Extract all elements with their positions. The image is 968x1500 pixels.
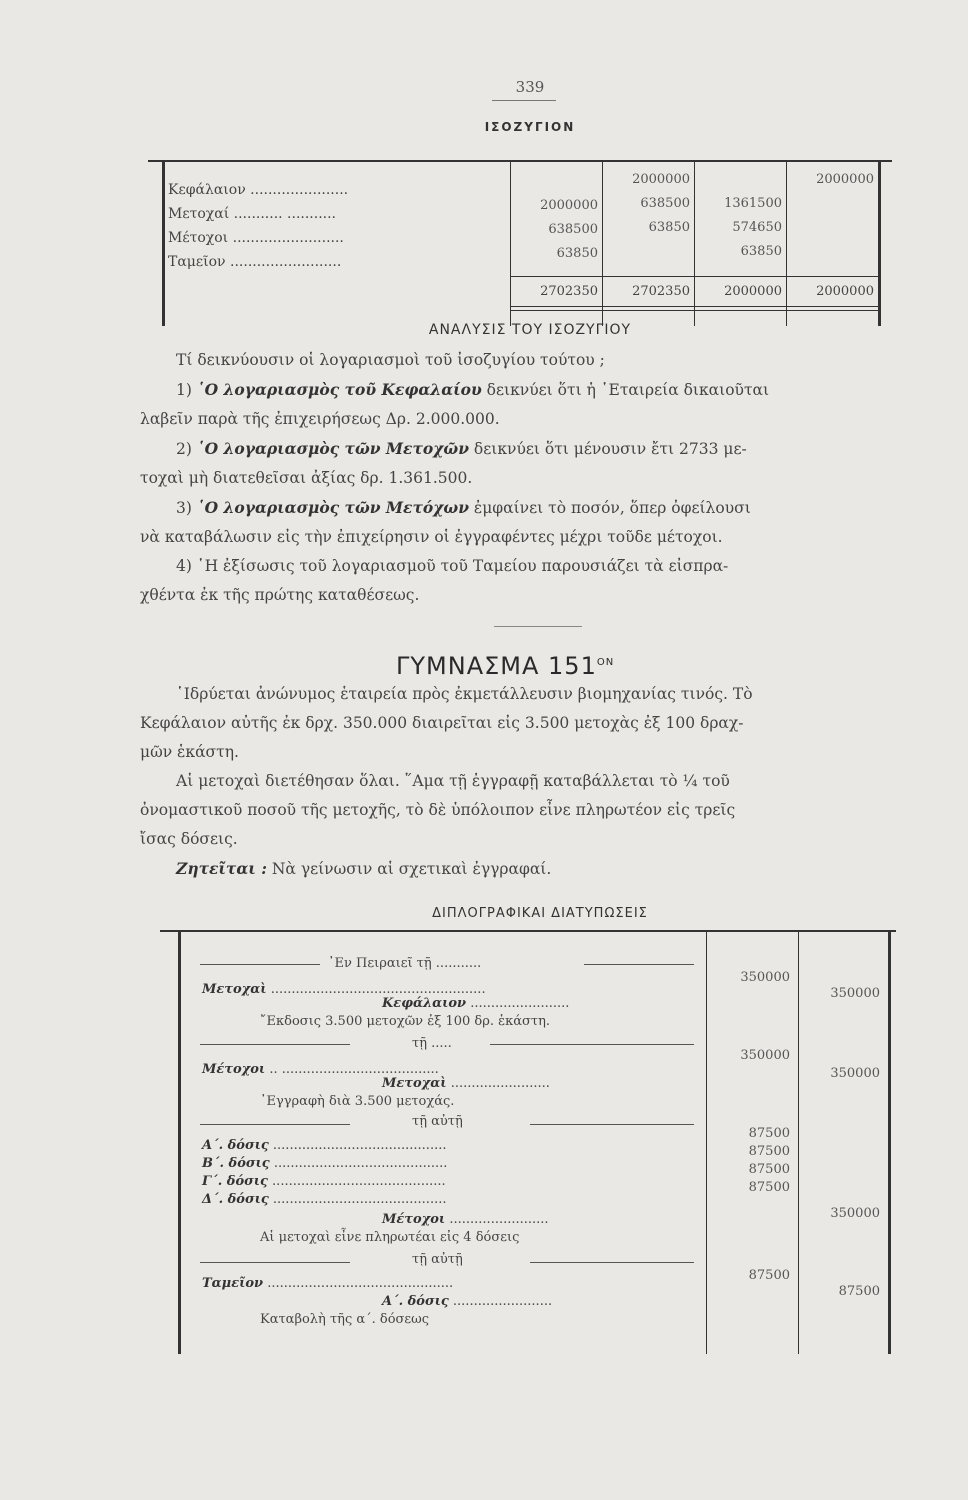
total-value: 2000000 — [724, 284, 782, 299]
debit-value: 63850 — [556, 246, 598, 261]
total-rule — [510, 276, 878, 277]
column-rule — [602, 162, 603, 326]
journal-place: ᾿Εν Πειραιεῖ τῇ ........... — [328, 956, 482, 971]
exercise-required: Ζητεῖται : Νὰ γείνωσιν αἱ σχετικαὶ ἐγγραφαί. — [176, 859, 552, 878]
analysis-item-cont: χθέντα ἐκ τῆς πρώτης καταθέσεως. — [140, 586, 420, 604]
journal-credit-account: Κεφάλαιον ........................ — [382, 996, 570, 1011]
credit-balance-value: 2000000 — [816, 172, 874, 187]
credit-value: 63850 — [648, 220, 690, 235]
journal-right-rule — [888, 932, 891, 1354]
journal-amount: 87500 — [748, 1180, 790, 1195]
analysis-item: 4) ῾Η ἐξίσωσις τοῦ λογαριασμοῦ τοῦ Ταμείου παρουσιάζει τὰ εἰσπρα- — [176, 557, 729, 575]
total-rule — [510, 310, 878, 311]
analysis-item: 3) ῾Ο λογαριασμὸς τῶν Μετόχων ἐμφαίνει τὸ ποσόν, ὅπερ ὀφείλουσι — [176, 498, 751, 517]
balance-row-label: Μέτοχοι ......................... — [168, 230, 344, 246]
analysis-item-cont: νὰ καταβάλωσιν εἰς τὴν ἐπιχείρησιν οἱ ἐγγραφέντες μέχρι τοῦδε μέτοχοι. — [140, 528, 723, 546]
journal-amount: 87500 — [748, 1268, 790, 1283]
balance-row-label: Μετοχαί ........... ........... — [168, 206, 337, 222]
date-rule — [200, 1124, 350, 1125]
journal-date: τῇ αὐτῇ — [412, 1252, 463, 1267]
journal-description: Καταβολὴ τῆς α΄. δόσεως — [260, 1312, 430, 1327]
column-rule — [786, 162, 787, 326]
journal-amount: 87500 — [748, 1162, 790, 1177]
journal-debit-account: Δ΄. δόσις .......................................... — [202, 1192, 447, 1207]
journal-description: ᾿Εγγραφὴ διὰ 3.500 μετοχάς. — [260, 1094, 455, 1109]
balance-table — [148, 148, 892, 326]
journal-debit-account: Μετοχαὶ .................................................... — [202, 982, 486, 997]
journal-total: 87500 — [838, 1284, 880, 1299]
journal-description: ῎Εκδοσις 3.500 μετοχῶν ἐξ 100 δρ. ἑκάστη. — [260, 1014, 551, 1029]
debit-value: 638500 — [548, 222, 598, 237]
journal-description: Αἱ μετοχαὶ εἶνε πληρωτέαι εἰς 4 δόσεις — [260, 1230, 520, 1245]
debit-balance-value: 63850 — [740, 244, 782, 259]
analysis-question: Τί δεικνύουσιν οἱ λογαριασμοὶ τοῦ ἰσοζυγίου τούτου ; — [176, 351, 605, 369]
journal-total: 350000 — [830, 986, 880, 1001]
date-rule — [200, 1262, 350, 1263]
exercise-line: ἴσας δόσεις. — [140, 830, 238, 848]
analysis-item-cont: λαβεῖν παρὰ τῆς ἐπιχειρήσεως Δρ. 2.000.000. — [140, 410, 500, 428]
debit-balance-value: 574650 — [732, 220, 782, 235]
journal-credit-account: Μέτοχοι ........................ — [382, 1212, 549, 1227]
balance-row-label: Κεφάλαιον ...................... — [168, 182, 349, 198]
journal-amount: 87500 — [748, 1144, 790, 1159]
amount-column-rule — [798, 932, 799, 1354]
page-number-rule — [492, 100, 556, 101]
exercise-line: ῾Ιδρύεται ἀνώνυμος ἑταιρεία πρὸς ἐκμετάλλευσιν βιομηχανίας τινός. Τὸ — [176, 685, 753, 703]
journal-credit-account: Α΄. δόσις ........................ — [382, 1294, 553, 1309]
journal-title: ΔΙΠΛΟΓΡΑΦΙΚΑΙ ΔΙΑΤΥΠΩΣΕΙΣ — [432, 906, 648, 921]
journal-total: 350000 — [830, 1066, 880, 1081]
section-title: ΙΣΟΖΥΓΙΟΝ — [484, 120, 576, 134]
exercise-line: Κεφάλαιον αὐτῆς ἐκ δρχ. 350.000 διαιρεῖται εἰς 3.500 μετοχὰς ἐξ 100 δραχ- — [140, 714, 744, 732]
journal-amount: 350000 — [740, 1048, 790, 1063]
credit-value: 2000000 — [632, 172, 690, 187]
journal-debit-account: Μέτοχοι .. ...................................... — [202, 1062, 439, 1077]
page-number: 339 — [515, 78, 545, 96]
table-left-rule — [162, 162, 165, 326]
total-value: 2702350 — [632, 284, 690, 299]
journal-top-rule — [160, 930, 896, 932]
analysis-item-cont: τοχαὶ μὴ διατεθεῖσαι ἀξίας δρ. 1.361.500. — [140, 469, 473, 487]
journal-total: 350000 — [830, 1206, 880, 1221]
separator-rule — [494, 626, 582, 627]
total-value: 2000000 — [816, 284, 874, 299]
date-rule — [490, 1044, 694, 1045]
journal-amount: 87500 — [748, 1126, 790, 1141]
debit-value: 2000000 — [540, 198, 598, 213]
date-rule — [200, 1044, 350, 1045]
column-rule — [510, 162, 511, 326]
journal-debit-account: Ταμεῖον ............................................. — [202, 1276, 454, 1291]
analysis-item: 2) ῾Ο λογαριασμὸς τῶν Μετοχῶν δεικνύει ὅτι μένουσιν ἔτι 2733 με- — [176, 439, 747, 458]
table-top-rule — [148, 160, 892, 162]
date-rule — [530, 1124, 694, 1125]
journal-table — [160, 930, 896, 1354]
journal-credit-account: Μετοχαὶ ........................ — [382, 1076, 550, 1091]
journal-date: τῇ αὐτῇ — [412, 1114, 463, 1129]
amount-column-rule — [706, 932, 707, 1354]
date-rule — [584, 964, 694, 965]
journal-debit-account: Α΄. δόσις .......................................... — [202, 1138, 447, 1153]
debit-balance-value: 1361500 — [724, 196, 782, 211]
exercise-paragraph — [140, 680, 910, 884]
total-rule — [510, 306, 878, 307]
analysis-item: 1) ῾Ο λογαριασμὸς τοῦ Κεφαλαίου δεικνύει ὅτι ἡ ῾Εταιρεία δικαιοῦται — [176, 380, 770, 399]
journal-debit-account: Β΄. δόσις .......................................... — [202, 1156, 448, 1171]
journal-left-rule — [178, 932, 181, 1354]
exercise-title: ΓΥΜΝΑΣΜΑ $151^{ON}$ — [396, 652, 615, 680]
date-rule — [200, 964, 320, 965]
journal-amount: 350000 — [740, 970, 790, 985]
journal-debit-account: Γ΄. δόσις .......................................... — [202, 1174, 446, 1189]
analysis-paragraph — [140, 346, 910, 610]
analysis-title: ΑΝΑΛΥΣΙΣ ΤΟΥ ΙΣΟΖΥΓΙΟΥ — [428, 322, 632, 338]
column-rule — [694, 162, 695, 326]
journal-date: τῇ ..... — [412, 1036, 452, 1051]
table-right-rule — [878, 162, 881, 326]
credit-value: 638500 — [640, 196, 690, 211]
exercise-line: ὀνομαστικοῦ ποσοῦ τῆς μετοχῆς, τὸ δὲ ὑπόλοιπον εἶνε πληρωτέον εἰς τρεῖς — [140, 801, 736, 819]
total-value: 2702350 — [540, 284, 598, 299]
exercise-line: Αἱ μετοχαὶ διετέθησαν ὅλαι. ῞Αμα τῇ ἐγγραφῇ καταβάλλεται τὸ ¼ τοῦ — [176, 772, 730, 790]
date-rule — [530, 1262, 694, 1263]
balance-row-label: Ταμεῖον ......................... — [168, 254, 342, 270]
exercise-line: μῶν ἑκάστη. — [140, 743, 239, 761]
